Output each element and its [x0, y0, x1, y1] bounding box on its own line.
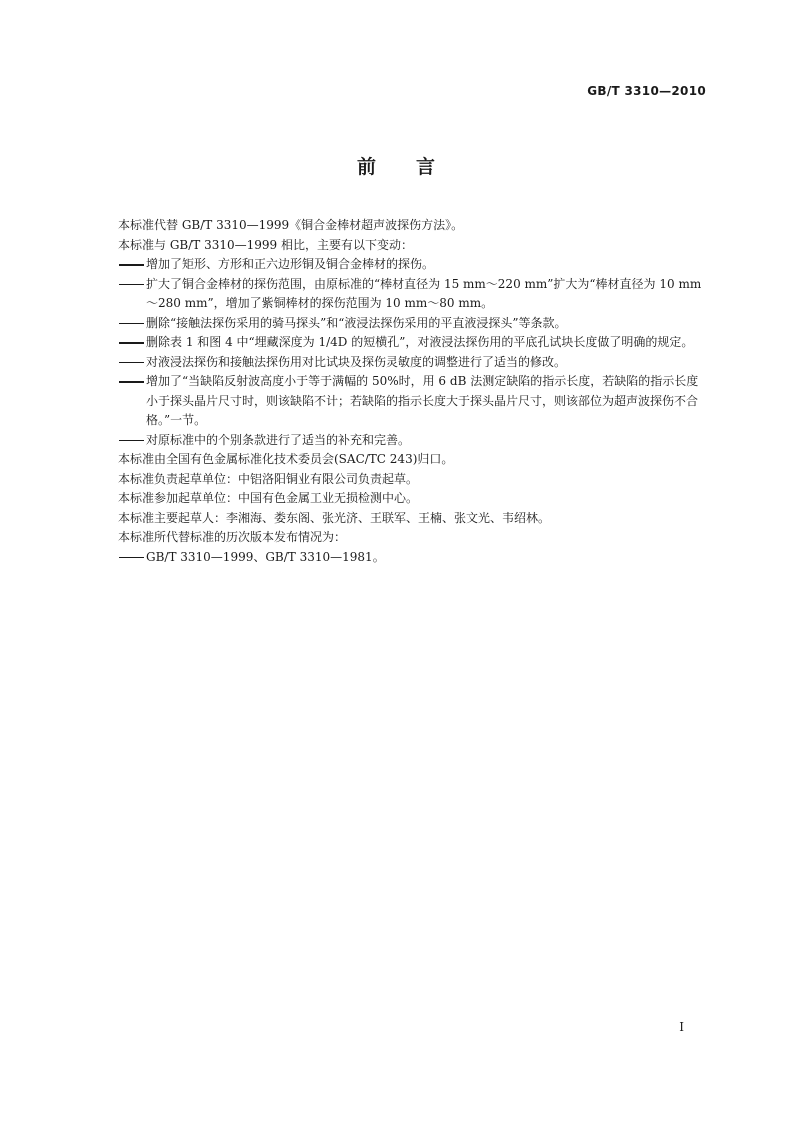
list-item-text: 扩大了铜合金棒材的探伤范围，由原标准的“棒材直径为 15 mm～220 mm”扩大为“棒材直径为 10 mm～280 mm”，增加了紫铜棒材的探伤范围为 10 mm～80 mm。 [146, 276, 702, 310]
list-item-text: 对原标准中的个别条款进行了适当的补充和完善。 [146, 432, 411, 447]
title-char-2: 言 [416, 156, 438, 178]
title-char-1: 前 [356, 156, 378, 178]
dash-list-item [118, 255, 708, 275]
paragraph: 本标准由全国有色金属标准化技术委员会(SAC/TC 243)归口。 [118, 452, 454, 466]
list-item-text: 增加了“当缺陷反射波高度小于等于满幅的 50%时，用 6 dB 法测定缺陷的指示长度，若缺陷的指示长度小于探头晶片尺寸时，则该缺陷不计；若缺陷的指示长度大于探头晶片尺寸，则该部位为超声波探伤不合格。”一节。 [146, 374, 699, 427]
dash-list-item [118, 353, 708, 373]
list-item-text: GB/T 3310—1999、GB/T 3310—1981。 [146, 549, 385, 564]
list-item-text: 增加了矩形、方形和正六边形铜及铜合金棒材的探伤。 [146, 257, 435, 271]
paragraph: 本标准参加起草单位：中国有色金属工业无损检测中心。 [118, 491, 419, 505]
standard-code: GB/T 3310—2010 [587, 84, 706, 98]
paragraph: 本标准与 GB/T 3310—1999 相比，主要有以下变动： [118, 237, 413, 252]
paragraph: 本标准代替 GB/T 3310—1999《铜合金棒材超声波探伤方法》。 [118, 218, 464, 232]
paragraph: 本标准主要起草人：李湘海、娄东阁、张光济、王联军、王楠、张文光、韦绍林。 [118, 510, 551, 525]
foreword-body [118, 216, 708, 567]
paragraph: 本标准负责起草单位：中铝洛阳铜业有限公司负责起草。 [118, 471, 419, 486]
paragraph: 本标准所代替标准的历次版本发布情况为： [118, 530, 347, 544]
list-item-text: 删除表 1 和图 4 中“埋藏深度为 1/4D 的短横孔”，对液浸法探伤用的平底孔试块长度做了明确的规定。 [146, 335, 694, 349]
list-item-text: 对液浸法探伤和接触法探伤用对比试块及探伤灵敏度的调整进行了适当的修改。 [146, 354, 567, 369]
list-item-text: 删除“接触法探伤采用的骑马探头”和“液浸法探伤采用的平直液浸探头”等条款。 [146, 315, 567, 330]
dash-list-item [118, 372, 708, 431]
dash-list-item [118, 548, 708, 568]
page-title [0, 152, 794, 179]
page-number: I [679, 1020, 684, 1034]
dash-list-item [118, 314, 708, 334]
dash-list-item [118, 275, 708, 314]
dash-list-item [118, 431, 708, 451]
dash-list-item [118, 333, 708, 353]
